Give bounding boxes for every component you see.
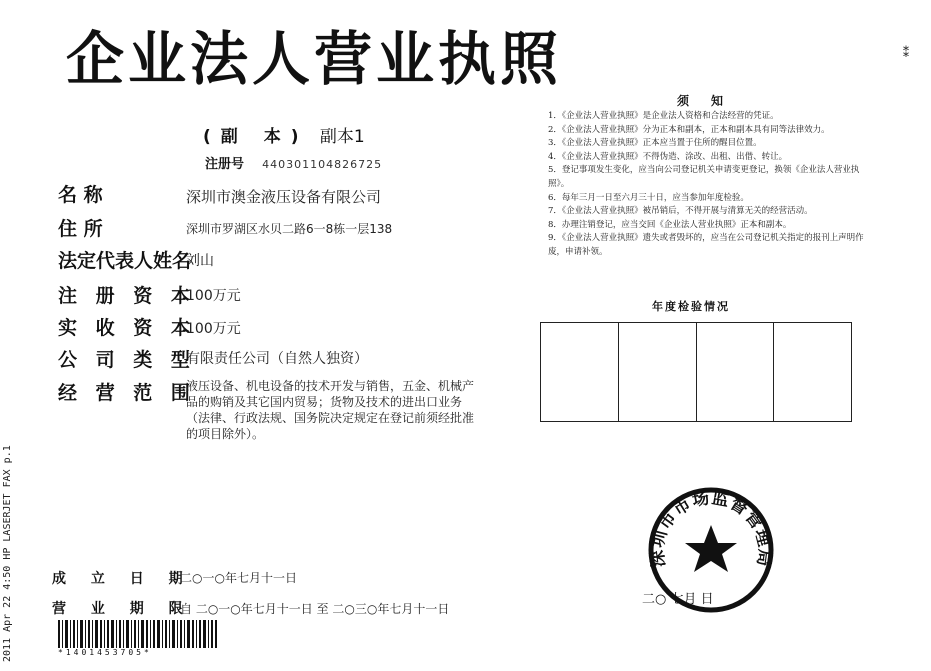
reg-label: 注册号 xyxy=(205,157,245,172)
field-label-name: 名 称 xyxy=(58,184,103,206)
established-label: 成 立 日 期 xyxy=(52,571,193,587)
field-label-company-type: 公 司 类 型 xyxy=(58,349,196,371)
field-label-registered-capital: 注 册 资 本 xyxy=(58,285,196,307)
notice-item: 7．《企业法人营业执照》被吊销后，不得开展与清算无关的经营活动。 xyxy=(548,206,813,217)
page-title: 企业法人营业执照 xyxy=(66,25,563,93)
notice-item: 5．登记事项发生变化，应当向公司登记机关申请变更登记，换领《企业法人营业执照》。 xyxy=(548,165,860,189)
notice-item: 2．《企业法人营业执照》分为正本和副本，正本和副本具有同等法律效力。 xyxy=(548,124,830,135)
inspection-cell xyxy=(697,323,775,421)
reg-value: 440301104826725 xyxy=(262,158,383,171)
notice-title: 须知 xyxy=(677,94,746,108)
barcode-number: *1401453705* xyxy=(58,648,152,657)
margin-mark: ⁑ xyxy=(903,46,909,60)
field-value-company-type: 有限责任公司（自然人独资） xyxy=(186,351,368,367)
notice-item: 8．办理注销登记，应当交回《企业法人营业执照》正本和副本。 xyxy=(548,219,792,230)
established-value: 二○一○年七月十一日 xyxy=(180,571,297,585)
notice-item: 4．《企业法人营业执照》不得伪造、涂改、出租、出借、转让。 xyxy=(548,151,788,162)
field-value-registered-capital: 100万元 xyxy=(186,288,241,304)
notice-item: 6．每年三月一日至六月三十日，应当参加年度检验。 xyxy=(548,192,749,203)
field-value-legal-rep: 刘山 xyxy=(186,253,214,269)
copy-value: 副本1 xyxy=(319,127,365,147)
copy-label: (副 本) xyxy=(203,127,309,147)
field-value-address: 深圳市罗湖区水贝二路6一8栋一层138 xyxy=(186,222,393,236)
field-label-legal-rep: 法定代表人姓名 xyxy=(58,250,192,272)
field-value-name: 深圳市澳金液压设备有限公司 xyxy=(186,188,382,206)
issue-date: 二○ 七月 日 xyxy=(642,592,714,607)
notice-item: 1．《企业法人营业执照》是企业法人资格和合法经营的凭证。 xyxy=(548,111,779,121)
notice-item: 9．《企业法人营业执照》遗失或者毁坏的，应当在公司登记机关指定的报刊上声明作废，申请补领。 xyxy=(548,233,864,257)
inspection-cell xyxy=(541,323,619,421)
field-label-business-scope: 经 营 范 围 xyxy=(58,382,196,404)
registration-number xyxy=(205,153,382,172)
term-label: 营 业 期 限 xyxy=(52,601,193,617)
field-label-paid-capital: 实 收 资 本 xyxy=(58,317,196,339)
annual-inspection-title: 年度检验情况 xyxy=(652,300,730,313)
inspection-cell xyxy=(619,323,697,421)
seal-text: 深圳市市场监督管理局 xyxy=(647,488,775,569)
notice-block xyxy=(548,110,878,260)
field-label-address: 住 所 xyxy=(58,218,103,240)
field-value-paid-capital: 100万元 xyxy=(186,321,241,337)
annual-inspection-table xyxy=(540,322,852,422)
barcode-graphic xyxy=(58,620,218,648)
inspection-cell xyxy=(774,323,851,421)
term-value: 自 二○一○年七月十一日 至 二○三○年七月十一日 xyxy=(180,602,450,616)
notice-item: 3．《企业法人营业执照》正本应当置于住所的醒目位置。 xyxy=(548,138,762,149)
star-icon xyxy=(685,525,737,572)
business-scope-text: 液压设备、机电设备的技术开发与销售，五金、机械产品的购销及其它国内贸易；货物及技术的进出口业务（法律、行政法规、国务院决定规定在登记前须经批准的项目除外）。 xyxy=(186,379,475,441)
fax-header-text: 2011 Apr 22 4:50 HP LASERJET FAX p.1 xyxy=(2,445,13,662)
copy-designation xyxy=(203,122,365,147)
